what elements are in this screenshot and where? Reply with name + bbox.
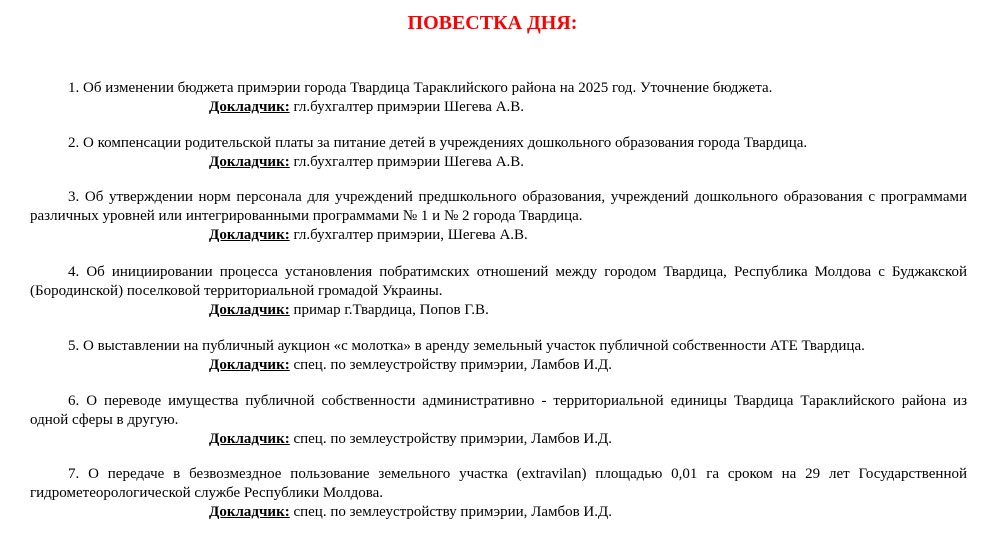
agenda-item-text: 6. О переводе имущества публичной собственности административно - территориальной единицы Твардица Тараклийского района из одной сферы в другую. [30, 393, 967, 428]
reporter-line [30, 301, 967, 320]
agenda-item-6 [30, 392, 967, 449]
reporter-label: Докладчик: [209, 99, 290, 115]
reporter-name: гл.бухгалтер примэрии Шегева А.В. [293, 154, 525, 170]
agenda-item-1 [30, 79, 967, 117]
agenda-item-text: 1. Об изменении бюджета примэрии города Твардица Тараклийского района на 2025 год. Уточнение бюджета. [68, 80, 773, 96]
reporter-line [30, 503, 967, 522]
reporter-name: спец. по землеустройству примэрии, Ламбов И.Д. [293, 504, 612, 520]
reporter-line [30, 226, 967, 245]
reporter-label: Докладчик: [209, 227, 290, 243]
page-title: ПОВЕСТКА ДНЯ: [407, 12, 578, 34]
agenda-item-7 [30, 465, 967, 522]
agenda-item-2 [30, 134, 967, 172]
reporter-label: Докладчик: [209, 504, 290, 520]
agenda-item-text: 7. О передаче в безвозмездное пользование земельного участка (extravilan) площадью 0,01 га сроком на 29 лет Государственной гидрометеорологической службе Республики Молдова. [30, 466, 967, 501]
reporter-label: Докладчик: [209, 431, 290, 447]
agenda-item-text: 2. О компенсации родительской платы за питание детей в учреждениях дошкольного образования города Твардица. [68, 135, 808, 151]
reporter-label: Докладчик: [209, 302, 290, 318]
agenda-item-5 [30, 337, 967, 375]
reporter-line [30, 356, 967, 375]
reporter-label: Докладчик: [209, 154, 290, 170]
reporter-label: Докладчик: [209, 357, 290, 373]
agenda-item-text: 3. Об утверждении норм персонала для учреждений предшкольного образования, учреждений дошкольного образования с программами различных уровней или интегрированными программами № 1 и № 2 города Твардица. [30, 189, 967, 224]
reporter-line [30, 430, 967, 449]
reporter-name: спец. по землеустройству примэрии, Ламбов И.Д. [293, 357, 612, 373]
reporter-name: гл.бухгалтер примэрии Шегева А.В. [293, 99, 525, 115]
agenda-item-text: 4. Об инициировании процесса установления побратимских отношений между городом Твардица, Республика Молдова с Буджакской (Бородинской) поселковой территориальной громадой Украины. [30, 264, 967, 299]
reporter-line [30, 98, 967, 117]
reporter-name: примар г.Твардица, Попов Г.В. [293, 302, 489, 318]
reporter-line [30, 153, 967, 172]
agenda-item-text: 5. О выставлении на публичный аукцион «с молотка» в аренду земельный участок публичной собственности АТЕ Твардица. [68, 338, 865, 354]
agenda-item-4 [30, 263, 967, 320]
agenda-item-3 [30, 188, 967, 245]
reporter-name: гл.бухгалтер примэрии, Шегева А.В. [293, 227, 528, 243]
reporter-name: спец. по землеустройству примэрии, Ламбов И.Д. [293, 431, 612, 447]
